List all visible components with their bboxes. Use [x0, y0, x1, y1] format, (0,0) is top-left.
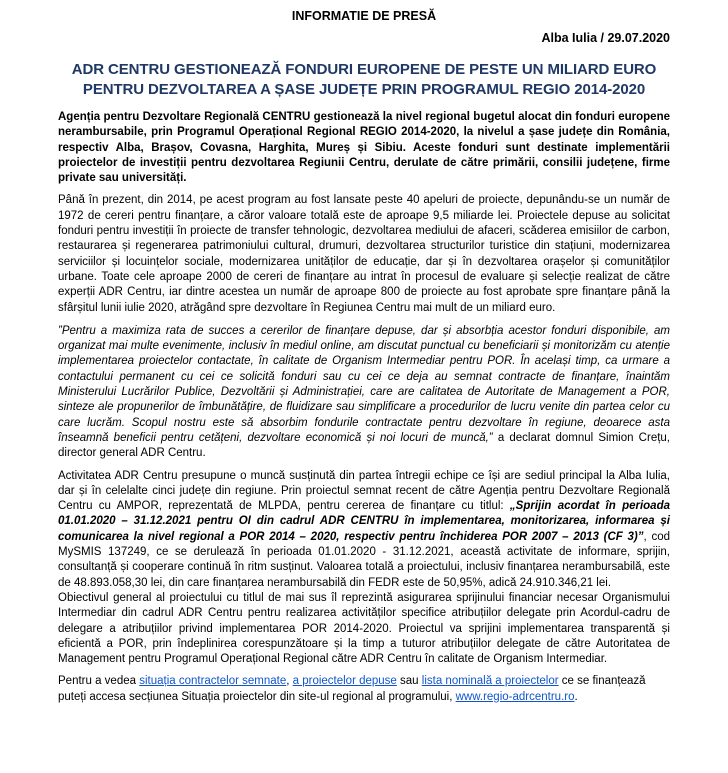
project-list-link[interactable]: lista nominală a proiectelor — [421, 675, 559, 688]
footer-text-3: sau — [396, 675, 422, 688]
paragraph-4-intro: Activitatea ADR Centru presupune o muncă susținută din partea întregii echipe ce își are sediul principal la Alba Iulia, dar și în celelalte cinci județe din regiune. Prin proiectul semnat recent de către Agenția pentru Dezvoltare Regională Centru cu AMPOR, reprezentată de MLPDA, pentru cererea de finanțare cu titlul: — [58, 469, 670, 513]
paragraph-4-details: , cod MySMIS 137249, ce se derulează în perioada 01.01.2020 - 31.12.2021, această activitate de informare, sprijin, consultanță și cooperare continuă în ritm susținut. Valoarea totală a proiectului, inclusiv finanțarea nerambursabilă, este de 48.893.058,30 lei, din care finanțarea nerambursabilă din FEDR este de 50,95%, adică 24.910.346,21 lei. — [58, 530, 670, 589]
submitted-projects-link[interactable]: a proiectelor depuse — [292, 675, 397, 688]
footer-text-5: . — [574, 690, 578, 703]
body-paragraph-5: Obiectivul general al proiectului cu titlul de mai sus îl reprezintă asigurarea sprijinului financiar necesar Organismului Intermediar din cadrul ADR Centru pentru realizarea activităților specifice atribuțiilor delegate prin Acordul-cadru de delegare a atribuțiilor privind implementarea POR 2014-2020. Proiectul va sprijini implementarea transparentă și eficientă a POR, prin îndeplinirea corespunzătoare și la timp a tuturor atribuțiilor delegate de către Autoritatea de Management pentru Programul Operațional Regional către ADR Centru în calitate de Organism Intermediar. — [58, 591, 670, 666]
signed-contracts-link[interactable]: situația contractelor semnate — [139, 675, 287, 688]
page-title: ADR CENTRU GESTIONEAZĂ FONDURI EUROPENE DE PESTE UN MILIARD EURO PENTRU DEZVOLTAREA A ȘASE JUDEȚE PRIN PROGRAMUL REGIO 2014-2020 — [71, 61, 657, 98]
website-link[interactable]: www.regio-adrcentru.ro — [455, 690, 575, 703]
footer-text-4: ce se finanțează puteți accesa secțiunea Situația proiectelor din site-ul regional al programului, — [58, 675, 646, 703]
footer-text-1: Pentru a vedea — [58, 675, 140, 688]
dateline: Alba Iulia / 29.07.2020 — [541, 31, 670, 45]
director-quote: ”Pentru a maximiza rata de succes a cererilor de finanțare depuse, dar și absorbția acestor fonduri disponibile, am organizat mai multe evenimente, inclusiv în mediul online, am discutat punctual cu beneficiarii și monitorizăm cu atenție implementarea proiectelor contactate, în calitate de Organism Intermediar pentru POR. În același timp, ca urmare a contactului permanent cu cei ce solicită fonduri sau cu cei ce deja au semnat contracte de finanțare, înaintăm Ministerului Lucrărilor Publice, Dezvoltării și Administrației, care are calitatea de Autoritate de Management a POR, sinteze ale propunerilor de îmbunătățire, de fluidizare sau simplificare a procedurilor de lucru venite din partea celor cu care lucrăm. Scopul nostru este să absorbim fondurile contractate pentru dezvoltare în regiune, deoarece asta înseamnă beneficii pentru cetățeni, dezvoltare economică și noi locuri de muncă,” — [58, 324, 670, 444]
project-title: „Sprijin acordat în perioada 01.01.2020 – 31.12.2021 pentru OI din cadrul ADR CENTRU în implementarea, monitorizarea, informarea și comunicarea la nivel regional a POR 2014 – 2020, respectiv pentru închiderea POR 2007 – 2013 (CF 3)” — [58, 500, 670, 543]
footer-text-2: , — [286, 675, 293, 688]
body-paragraph-4 — [58, 469, 670, 591]
quote-paragraph — [58, 324, 670, 462]
quote-attribution: a declarat domnul Simion Crețu, director general ADR Centru. — [58, 431, 670, 460]
lead-paragraph: Agenția pentru Dezvoltare Regională CENTRU gestionează la nivel regional bugetul alocat din fonduri europene nerambursabile, prin Programul Operațional Regional REGIO 2014-2020, la nivelul a șase județe din România, respectiv Alba, Brașov, Covasna, Harghita, Mureș și Sibiu. Aceste fonduri sunt destinate implementării proiectelor de investiții pentru dezvoltarea Regiunii Centru, derulate de către primării, consilii județene, firme private sau universități. — [58, 111, 670, 185]
footer-paragraph — [58, 674, 670, 705]
body-paragraph-2: Până în prezent, din 2014, pe acest program au fost lansate peste 40 apeluri de proiecte, depunându-se un număr de 1972 de cereri pentru finanțare, a căror valoare totală este de aproape 9,5 miliarde lei. Proiectele depuse au solicitat fonduri pentru investiții în proiecte de transfer tehnologic, dezvoltarea mediului de afaceri, scăderea emisiilor de carbon, restaurarea și regenerarea patrimoniului cultural, drumuri, dezvoltarea structurilor turistice din stațiuni, modernizarea serviciilor și locuințelor sociale, modernizarea unităților de educație, dar și în dezvoltarea orașelor și comunităților urbane. Toate cele aproape 2000 de cereri de finanțare au intrat în procesul de evaluare și selecție realizat de către experții ADR Centru, iar dintre acestea un număr de aproape 800 de proiecte au fost aprobate spre finanțare până la sfârșitul lunii iulie 2020, atrăgând spre dezvoltare în Regiunea Centru mai mult de un miliard euro. — [58, 194, 670, 314]
document-label: INFORMATIE DE PRESĂ — [291, 9, 437, 23]
